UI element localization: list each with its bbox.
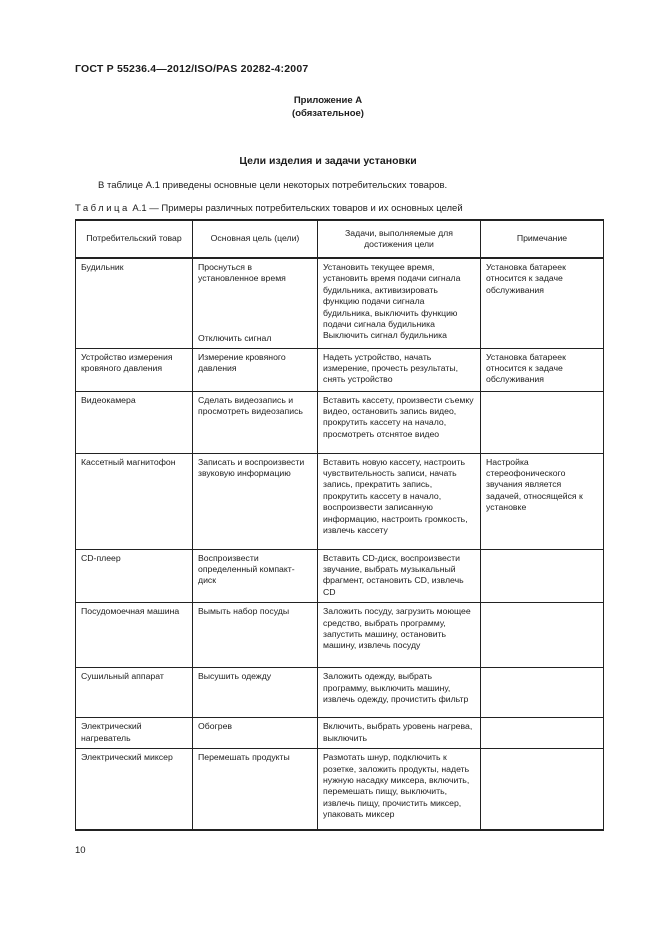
- table-row: [76, 549, 604, 603]
- cell-note: [481, 391, 604, 453]
- goal-secondary: Отключить сигнал: [198, 333, 272, 344]
- col-header-tasks: Задачи, выполняемые для достижения цели: [318, 220, 481, 258]
- annex-title: Приложение А: [293, 95, 363, 106]
- cell-tasks: Включить, выбрать уровень нагрева, выключить: [318, 718, 481, 749]
- tasks-secondary: Выключить сигнал будильника: [323, 330, 447, 341]
- cell-tasks: Размотать шнур, подключить к розетке, заложить продукты, надеть нужную насадку миксера, включить, перемешать пищу, выключить, извлечь пищу, прочистить миксер, упаковать миксер: [318, 749, 481, 830]
- annex-subtitle: (обязательное): [292, 107, 364, 119]
- table-header-row: [76, 220, 604, 258]
- cell-product: Видеокамера: [76, 391, 193, 453]
- table-row: [76, 718, 604, 749]
- annex-heading: [75, 95, 581, 120]
- table-row: [76, 348, 604, 391]
- tasks-primary: Установить текущее время, установить время подачи сигнала будильника, активизировать функцию подачи сигнала будильника, выключить функцию подачи сигнала будильника: [323, 262, 461, 330]
- cell-tasks: Вставить кассету, произвести съемку видео, остановить запись видео, прокрутить кассету на начало, просмотреть отснятое видео: [318, 391, 481, 453]
- table-row: [76, 258, 604, 348]
- cell-product: Кассетный магнитофон: [76, 453, 193, 549]
- cell-note: [481, 603, 604, 668]
- intro-paragraph: В таблице А.1 приведены основные цели некоторых потребительских товаров.: [98, 180, 448, 191]
- goal-primary: Проснуться в установленное время: [198, 262, 286, 284]
- table-row: [76, 668, 604, 718]
- cell-tasks: Надеть устройство, начать измерение, прочесть результаты, снять устройство: [318, 348, 481, 391]
- cell-note: Установка батареек относится к задаче обслуживания: [481, 258, 604, 348]
- cell-note: Настройка стереофонического звучания является задачей, относящейся к установке: [481, 453, 604, 549]
- table-caption-text: А.1 — Примеры различных потребительских товаров и их основных целей: [132, 203, 463, 214]
- cell-product: CD-плеер: [76, 549, 193, 603]
- cell-tasks: Заложить одежду, выбрать программу, выключить машину, извлечь одежду, прочистить фильтр: [318, 668, 481, 718]
- table-row: [76, 603, 604, 668]
- cell-product: Электрический миксер: [76, 749, 193, 830]
- cell-goal: Записать и воспроизвести звуковую информацию: [193, 453, 318, 549]
- cell-product: Сушильный аппарат: [76, 668, 193, 718]
- cell-goal: Воспроизвести определенный компакт-диск: [193, 549, 318, 603]
- cell-product: Электрический нагреватель: [76, 718, 193, 749]
- cell-note: Установка батареек относится к задаче обслуживания: [481, 348, 604, 391]
- col-header-product: Потребительский товар: [76, 220, 193, 258]
- table-row: [76, 391, 604, 453]
- cell-tasks: Вставить CD-диск, воспроизвести звучание, выбрать музыкальный фрагмент, остановить CD, извлечь CD: [318, 549, 481, 603]
- cell-tasks: Заложить посуду, загрузить моющее средство, выбрать программу, запустить машину, остановить машину, извлечь посуду: [318, 603, 481, 668]
- cell-tasks: [318, 258, 481, 348]
- cell-goal: Сделать видеозапись и просмотреть видеозапись: [193, 391, 318, 453]
- table-caption-word: Таблица: [75, 203, 130, 214]
- table-caption: [75, 203, 603, 215]
- cell-product: Посудомоечная машина: [76, 603, 193, 668]
- cell-goal: Вымыть набор посуды: [193, 603, 318, 668]
- cell-note: [481, 549, 604, 603]
- table-row: [76, 749, 604, 830]
- section-title: Цели изделия и задачи установки: [239, 155, 417, 167]
- cell-note: [481, 718, 604, 749]
- table-row: [76, 453, 604, 549]
- cell-goal: Обогрев: [193, 718, 318, 749]
- cell-note: [481, 668, 604, 718]
- cell-tasks: Вставить новую кассету, настроить чувствительность записи, начать запись, прекратить запись, прокрутить кассету в начало, воспроизвести записанную информацию, настроить громкость, извлечь кассету: [318, 453, 481, 549]
- cell-product: Устройство измерения кровяного давления: [76, 348, 193, 391]
- standard-number-header: ГОСТ Р 55236.4—2012/ISO/PAS 20282-4:2007: [75, 63, 309, 75]
- cell-goal: [193, 258, 318, 348]
- page-number: 10: [75, 845, 86, 856]
- consumer-products-goals-table: [75, 219, 604, 831]
- cell-goal: Измерение кровяного давления: [193, 348, 318, 391]
- col-header-goal: Основная цель (цели): [193, 220, 318, 258]
- cell-note: [481, 749, 604, 830]
- cell-goal: Высушить одежду: [193, 668, 318, 718]
- cell-goal: Перемешать продукты: [193, 749, 318, 830]
- col-header-note: Примечание: [481, 220, 604, 258]
- cell-product: Будильник: [76, 258, 193, 348]
